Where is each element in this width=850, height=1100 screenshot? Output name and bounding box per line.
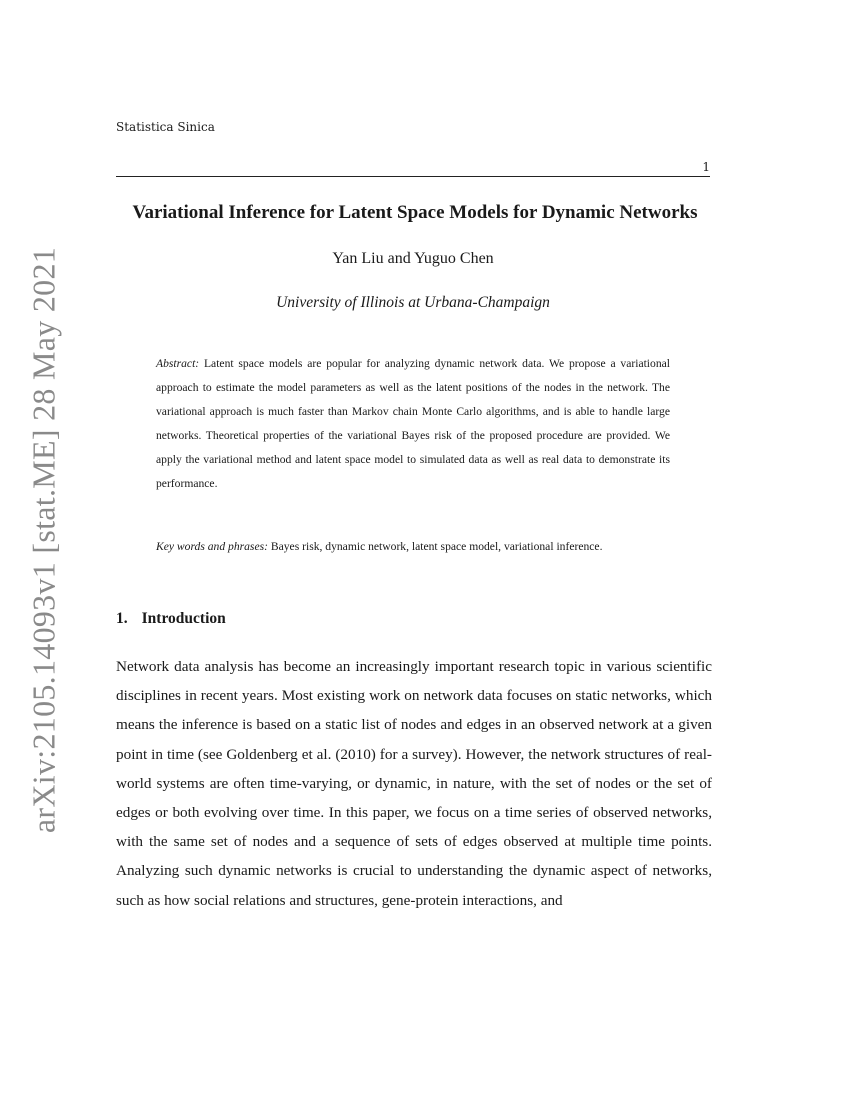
- keywords-label: Key words and phrases:: [156, 540, 268, 553]
- section-title: Introduction: [141, 610, 226, 627]
- paper-title: Variational Inference for Latent Space Models for Dynamic Networks: [132, 202, 698, 223]
- abstract-label: Abstract:: [156, 357, 200, 370]
- abstract-text: Latent space models are popular for analyzing dynamic network data. We propose a variational approach to estimate the model parameters as well as the latent positions of the nodes in the network. The variational approach is much faster than Markov chain Monte Carlo algorithms, and is able to handle large networks. Theoretical properties of the variational Bayes risk of the proposed procedure are provided. We apply the variational method and latent space model to simulated data as well as real data to demonstrate its performance.: [156, 357, 670, 490]
- section-heading-introduction: [116, 610, 226, 628]
- journal-name: Statistica Sinica: [116, 120, 215, 134]
- keywords-text: Bayes risk, dynamic network, latent space model, variational inference.: [270, 540, 603, 553]
- author-affiliation: University of Illinois at Urbana-Champaign: [276, 294, 550, 311]
- arxiv-identifier-stamp: arXiv:2105.14093v1 [stat.ME] 28 May 2021: [25, 246, 62, 834]
- paper-authors: Yan Liu and Yuguo Chen: [332, 250, 494, 267]
- section-number: 1.: [116, 610, 128, 627]
- introduction-paragraph: Network data analysis has become an increasingly important research topic in various scientific disciplines in recent years. Most existing work on network data focuses on static networks, which means the inference is based on a static list of nodes and edges in an observed network at a given point in time (see Goldenberg et al. (2010) for a survey). However, the network structures of real-world systems are often time-varying, or dynamic, in nature, with the set of nodes or the set of edges or both evolving over time. In this paper, we focus on a time series of observed networks, with the same set of nodes and a sequence of sets of edges observed at multiple time points. Analyzing such dynamic networks is crucial to understanding the dynamic aspect of networks, such as how social relations and structures, gene-protein interactions, and: [116, 658, 712, 909]
- header-divider: [116, 176, 710, 177]
- page-number: 1: [702, 160, 710, 174]
- abstract: [156, 352, 670, 496]
- keywords: [156, 535, 670, 559]
